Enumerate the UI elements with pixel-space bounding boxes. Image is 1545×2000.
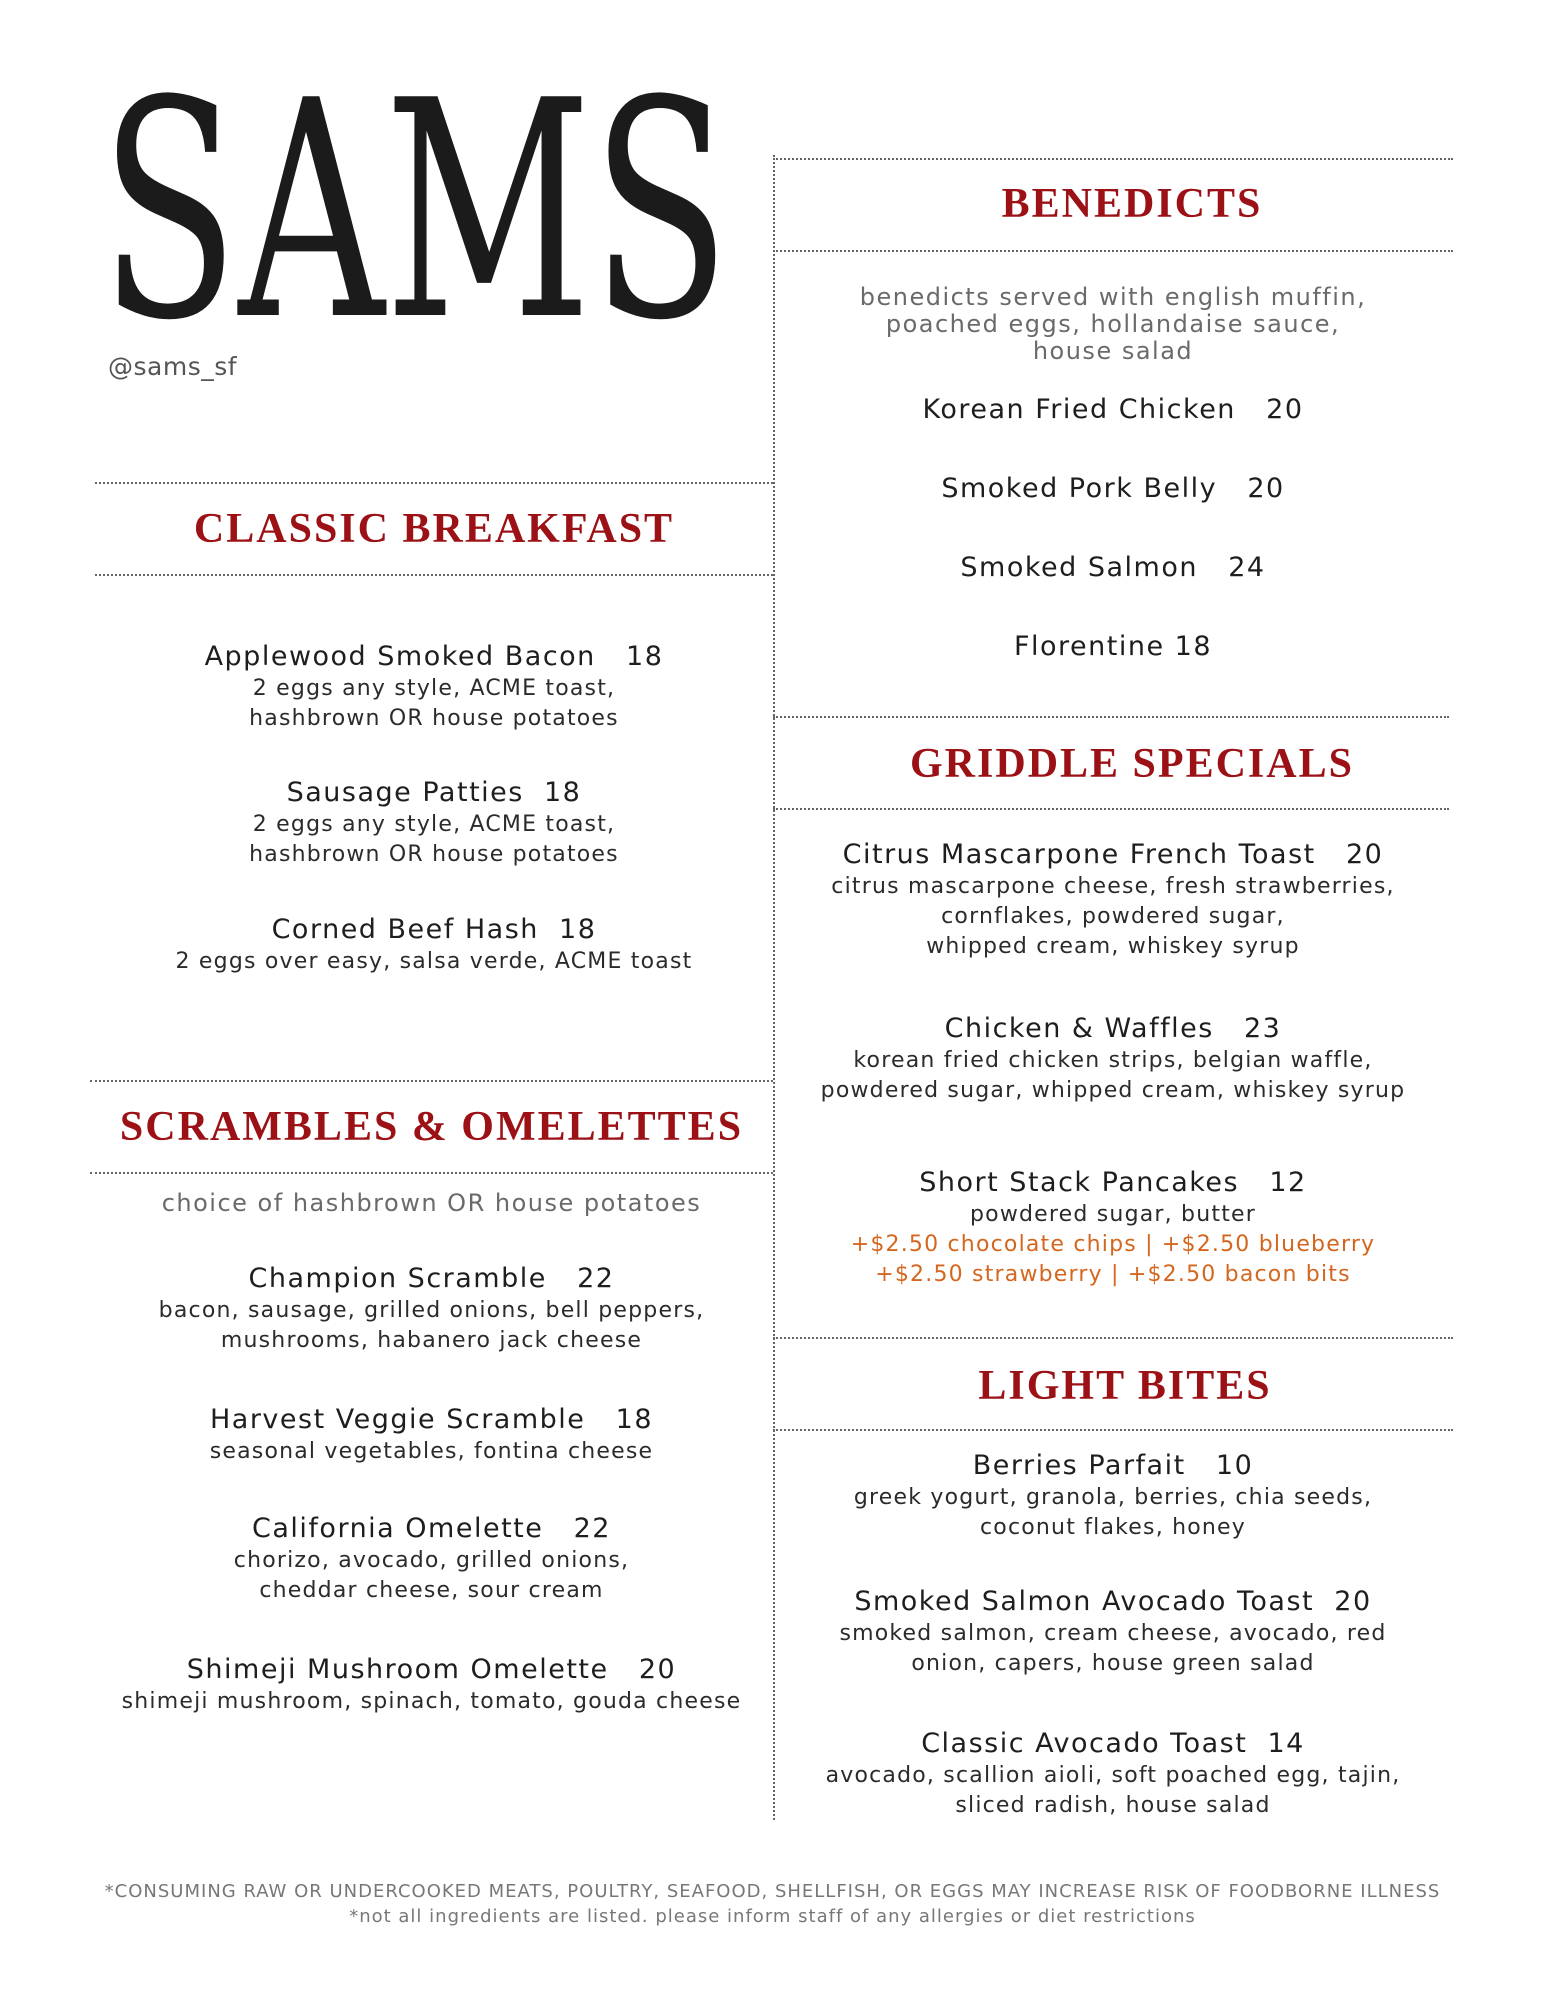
item-desc: citrus mascarpone cheese, fresh strawberries,	[831, 874, 1395, 899]
item-title: Smoked Salmon Avocado Toast 20	[854, 1586, 1372, 1617]
item-desc: avocado, scallion aioli, soft poached egg, tajin,	[825, 1763, 1401, 1788]
menu-item	[773, 1012, 1453, 1106]
section-note: choice of hashbrown OR house potatoes	[161, 1189, 702, 1217]
divider-line	[773, 250, 1453, 252]
logo-wordmark: SAMS	[100, 70, 730, 340]
item-desc: mushrooms, habanero jack cheese	[220, 1328, 643, 1353]
note-line: benedicts served with english muffin,	[859, 283, 1367, 311]
item-title: Berries Parfait 10	[972, 1450, 1254, 1481]
item-title: California Omelette 22	[252, 1513, 611, 1544]
item-title: Champion Scramble 22	[248, 1263, 615, 1294]
item-desc: bacon, sausage, grilled onions, bell peppers,	[158, 1298, 705, 1323]
item-title: Sausage Patties 18	[286, 777, 582, 808]
divider-line	[90, 1080, 773, 1082]
item-desc: greek yogurt, granola, berries, chia seeds,	[853, 1485, 1373, 1510]
benedicts-note	[773, 284, 1453, 365]
item-title: Harvest Veggie Scramble 18	[209, 1404, 654, 1435]
section-title-scrambles: SCRAMBLES & OMELETTES	[119, 1104, 744, 1150]
section-title-benedicts: BENEDICTS	[1001, 181, 1263, 227]
item-title: Shimeji Mushroom Omelette 20	[186, 1654, 677, 1685]
item-title: Corned Beef Hash 18	[271, 914, 597, 945]
menu-item: Smoked Pork Belly 20	[941, 473, 1285, 504]
addon-options: +$2.50 chocolate chips | +$2.50 blueberry	[850, 1232, 1376, 1257]
item-title: Short Stack Pancakes 12	[919, 1167, 1307, 1198]
item-desc: smoked salmon, cream cheese, avocado, red	[839, 1621, 1387, 1646]
divider-line	[95, 482, 773, 484]
divider-line	[90, 1172, 773, 1174]
menu-item	[90, 1403, 773, 1467]
menu-item	[95, 776, 773, 870]
item-desc: whipped cream, whiskey syrup	[926, 934, 1300, 959]
social-handle: @sams_sf	[108, 352, 238, 381]
item-desc: seasonal vegetables, fontina cheese	[209, 1439, 654, 1464]
menu-item	[90, 1653, 773, 1717]
item-title: Chicken & Waffles 23	[944, 1013, 1282, 1044]
item-desc: 2 eggs any style, ACME toast,	[252, 812, 616, 837]
item-desc: 2 eggs any style, ACME toast,	[252, 676, 616, 701]
item-title: Classic Avocado Toast 14	[921, 1728, 1305, 1759]
menu-item	[773, 1585, 1453, 1679]
divider-line	[773, 158, 1453, 160]
item-desc: powdered sugar, butter	[970, 1202, 1256, 1227]
item-desc: coconut flakes, honey	[980, 1515, 1246, 1540]
item-desc: powdered sugar, whipped cream, whiskey syrup	[820, 1078, 1406, 1103]
divider-line	[773, 1337, 1453, 1339]
divider-line	[773, 1429, 1453, 1431]
menu-item	[773, 838, 1453, 962]
footer-disclaimer: *CONSUMING RAW OR UNDERCOOKED MEATS, POULTRY, SEAFOOD, SHELLFISH, OR EGGS MAY INCREASE RISK OF FOODBORNE ILLNESS	[104, 1881, 1441, 1902]
item-desc: onion, capers, house green salad	[911, 1651, 1315, 1676]
item-desc: hashbrown OR house potatoes	[249, 842, 619, 867]
menu-item: Korean Fried Chicken 20	[922, 394, 1304, 425]
menu-item	[773, 1449, 1453, 1543]
item-desc: shimeji mushroom, spinach, tomato, gouda cheese	[121, 1689, 742, 1714]
item-desc: hashbrown OR house potatoes	[249, 706, 619, 731]
divider-line	[773, 808, 1449, 810]
menu-item	[95, 640, 773, 734]
menu-item	[773, 1166, 1453, 1290]
menu-item	[90, 1262, 773, 1356]
section-title-griddle: GRIDDLE SPECIALS	[910, 741, 1354, 787]
item-title: Citrus Mascarpone French Toast 20	[842, 839, 1384, 870]
menu-item	[90, 1512, 773, 1606]
addon-options: +$2.50 strawberry | +$2.50 bacon bits	[875, 1262, 1351, 1287]
divider-line	[773, 716, 1449, 718]
item-desc: korean fried chicken strips, belgian waffle,	[853, 1048, 1373, 1073]
item-desc: cornflakes, powdered sugar,	[941, 904, 1285, 929]
divider-line	[95, 574, 773, 576]
menu-item: Smoked Salmon 24	[960, 552, 1266, 583]
menu-item	[773, 1727, 1453, 1821]
item-desc: cheddar cheese, sour cream	[259, 1578, 604, 1603]
note-line: poached eggs, hollandaise sauce,	[885, 310, 1341, 338]
item-desc: 2 eggs over easy, salsa verde, ACME toast	[175, 949, 693, 974]
menu-item	[95, 913, 773, 977]
item-desc: chorizo, avocado, grilled onions,	[233, 1548, 630, 1573]
section-title-light-bites: LIGHT BITES	[978, 1363, 1272, 1409]
item-title: Applewood Smoked Bacon 18	[204, 641, 664, 672]
item-desc: sliced radish, house salad	[955, 1793, 1271, 1818]
note-line: house salad	[1032, 337, 1194, 365]
footer-allergy-note: *not all ingredients are listed. please inform staff of any allergies or diet restrictions	[349, 1906, 1196, 1927]
section-title-classic-breakfast: CLASSIC BREAKFAST	[193, 506, 675, 552]
menu-item: Florentine 18	[1013, 631, 1213, 662]
